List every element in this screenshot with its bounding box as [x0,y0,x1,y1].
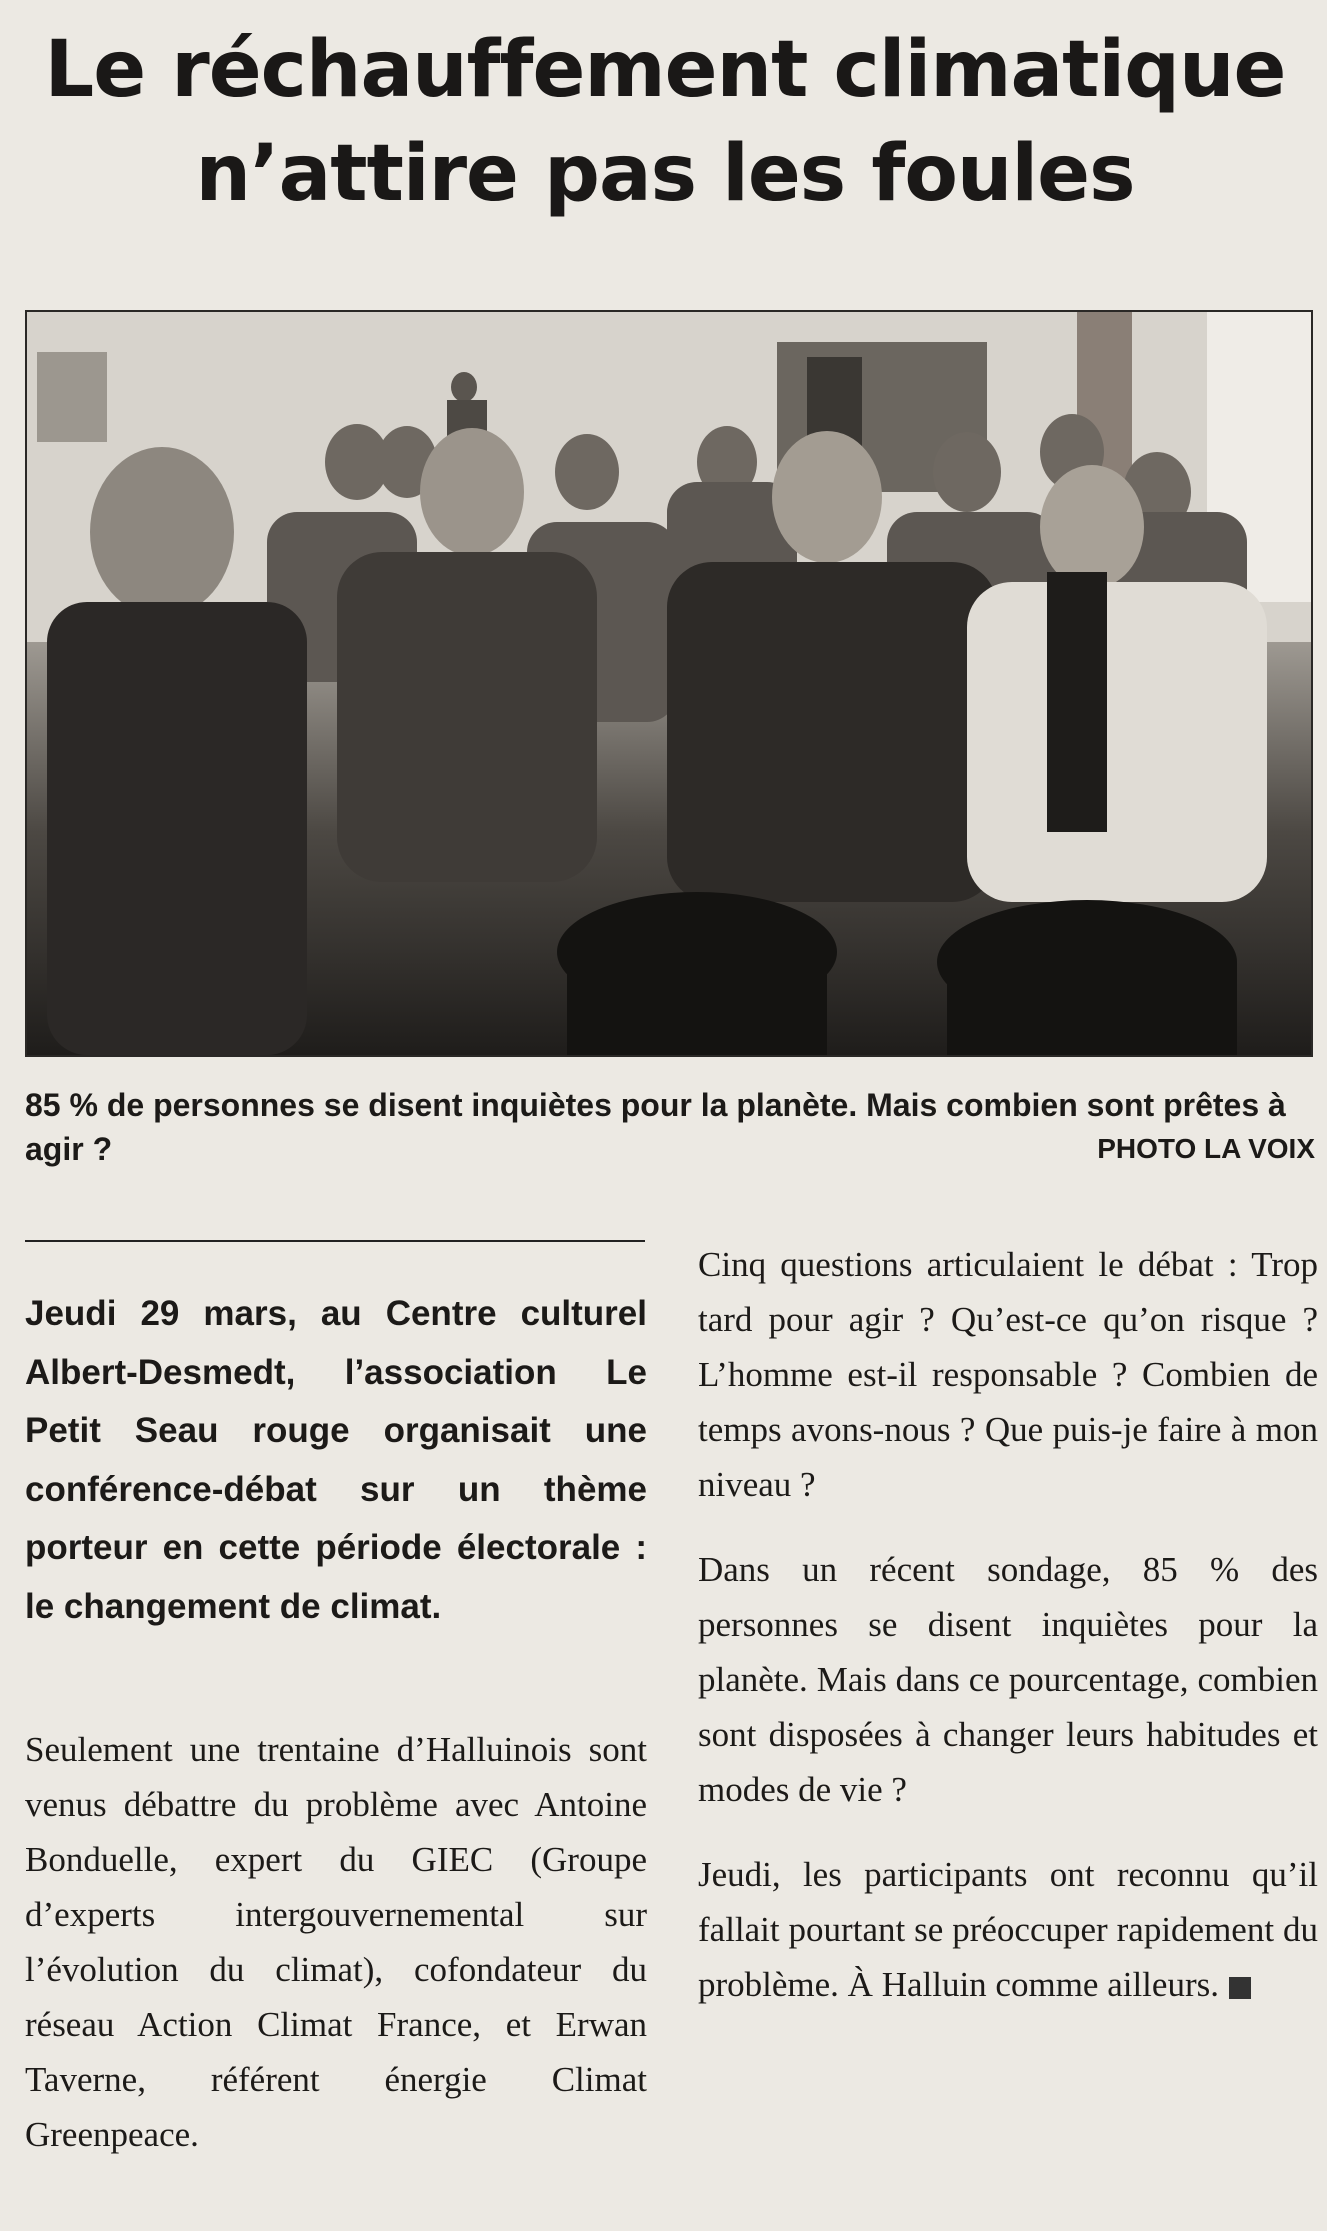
paragraph-questions: Cinq questions articulaient le débat : Trop tard pour agir ? Qu’est-ce qu’on risque ? L’homme est-il responsable ? Combien de temps avons-nous ? Que puis-je faire à mon niveau ? [698,1245,1318,1504]
headline-line-2: n’attire pas les foules [195,129,1135,219]
article-column-left [25,1722,647,2192]
caption-text: 85 % de personnes se disent inquiètes pour la planète. Mais combien sont prêtes à agir ? [25,1087,1286,1167]
headline [20,18,1310,226]
headline-line-1: Le réchauffement climatique [44,25,1286,115]
paragraph-conclusion [698,1847,1318,2012]
end-of-article-icon [1229,1977,1251,1999]
article-lead: Jeudi 29 mars, au Centre culturel Albert-Desmedt, l’association Le Petit Seau rouge organisait une conférence-débat sur un thème porteur en cette période électorale : le changement de climat. [25,1294,647,1626]
paragraph-attendance: Seulement une trentaine d’Halluinois sont venus débattre du problème avec Antoine Bonduelle, expert du GIEC (Groupe d’experts intergouvernemental sur l’évolution du climat), cofondateur du réseau Action Climat France, et Erwan Taverne, référent énergie Climat Greenpeace. [25,1730,647,2154]
photo-caption [25,1083,1315,1171]
conclusion-text: Jeudi, les participants ont reconnu qu’il fallait pourtant se préoccuper rapidement du problème. À Halluin comme ailleurs. [698,1855,1318,2004]
article-column-right [698,1237,1318,2042]
paragraph-survey: Dans un récent sondage, 85 % des personnes se disent inquiètes pour la planète. Mais dans ce pourcentage, combien sont disposées à changer leurs habitudes et modes de vie ? [698,1550,1318,1809]
audience-photo [25,310,1313,1057]
section-divider [25,1240,645,1242]
audience-photo-illustration [27,312,1311,1055]
photo-credit: PHOTO LA VOIX [1097,1133,1315,1164]
